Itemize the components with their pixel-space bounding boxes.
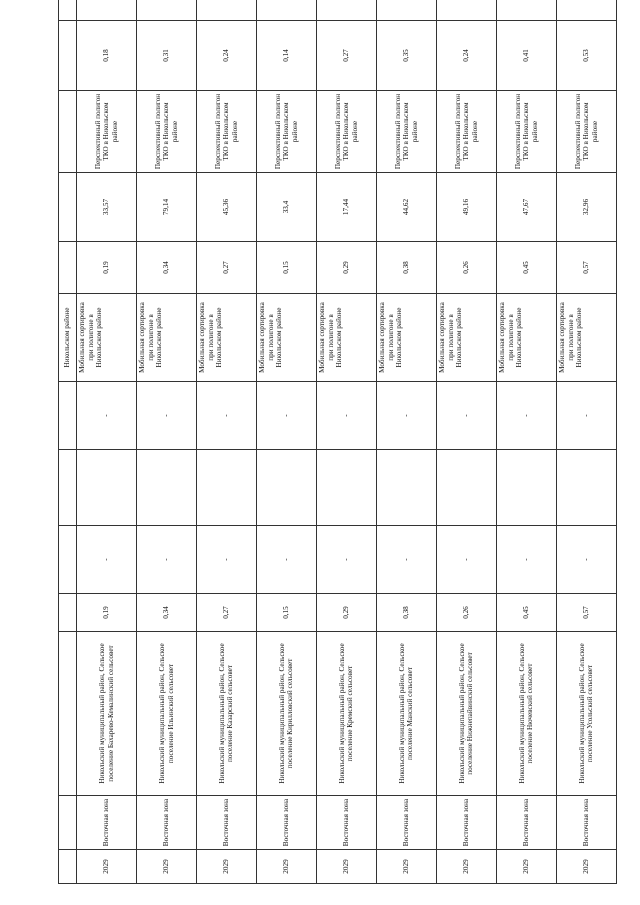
year-cell: 2029 xyxy=(376,850,436,884)
carried-over-cell xyxy=(59,382,77,450)
carried-over-cell xyxy=(59,0,77,21)
empty-cell xyxy=(496,450,556,526)
territory-cell: Никольский муниципальный район, Сельское поселение Кремский сельсовет xyxy=(316,632,376,796)
territory-cell: Никольский муниципальный район, Сельское поселение Кирилловский сельсовет xyxy=(256,632,316,796)
remainder-cell xyxy=(316,0,376,21)
capacity-cell: 0,19 xyxy=(77,242,137,294)
territory-cell: Никольский муниципальный район, Сельское поселение Манский сельсовет xyxy=(376,632,436,796)
dash-cell-3: - xyxy=(137,382,197,450)
dash-cell-3: - xyxy=(256,382,316,450)
table-row xyxy=(316,0,376,884)
remainder-cell xyxy=(77,0,137,21)
zone-cell: Восточная зона xyxy=(197,796,257,850)
remainder-cell xyxy=(137,0,197,21)
dash-cell-3: - xyxy=(77,382,137,450)
dash-cell-1: - xyxy=(77,526,137,594)
carried-over-cell xyxy=(59,796,77,850)
dash-cell-3: - xyxy=(316,382,376,450)
table-row xyxy=(556,0,616,884)
distance-cell: 17,44 xyxy=(316,173,376,242)
distance-cell: 49,16 xyxy=(436,173,496,242)
dash-cell-3: - xyxy=(496,382,556,450)
dash-cell-3: - xyxy=(556,382,616,450)
capacity-cell: 0,38 xyxy=(376,242,436,294)
waste-direction-cell: Перспективный полигон ТКО в Никольском районе xyxy=(316,91,376,173)
carried-over-cell xyxy=(59,21,77,91)
year-cell: 2029 xyxy=(436,850,496,884)
waste-routing-table xyxy=(58,0,617,884)
capacity-cell: 0,15 xyxy=(256,242,316,294)
solution-name-cell: Мобильная сортировка при полигоне в Никольском районе xyxy=(436,294,496,382)
distance-cell: 79,14 xyxy=(137,173,197,242)
value-a-cell: 0,38 xyxy=(376,594,436,632)
value-a-cell: 0,45 xyxy=(496,594,556,632)
year-cell: 2029 xyxy=(137,850,197,884)
carried-over-row xyxy=(59,0,77,884)
table-row xyxy=(436,0,496,884)
table-rotated-wrapper xyxy=(58,15,617,884)
solution-name-cell: Мобильная сортировка при полигоне в Никольском районе xyxy=(496,294,556,382)
remainder-cell xyxy=(556,0,616,21)
empty-cell xyxy=(256,450,316,526)
carried-over-cell xyxy=(59,632,77,796)
solution-name-cell: Мобильная сортировка при полигоне в Никольском районе xyxy=(376,294,436,382)
table-row xyxy=(496,0,556,884)
empty-cell xyxy=(197,450,257,526)
value-a-cell: 0,27 xyxy=(197,594,257,632)
zone-cell: Восточная зона xyxy=(77,796,137,850)
capacity-cell: 0,57 xyxy=(556,242,616,294)
value-a-cell: 0,15 xyxy=(256,594,316,632)
value-a-cell: 0,29 xyxy=(316,594,376,632)
remainder-cell xyxy=(436,0,496,21)
remainder-cell xyxy=(197,0,257,21)
distance-cell: 33,4 xyxy=(256,173,316,242)
carried-over-cell xyxy=(59,850,77,884)
empty-cell xyxy=(77,450,137,526)
waste-direction-cell: Перспективный полигон ТКО в Никольском районе xyxy=(496,91,556,173)
zone-cell: Восточная зона xyxy=(436,796,496,850)
waste-direction-cell: Перспективный полигон ТКО в Никольском районе xyxy=(376,91,436,173)
flow-cell: 0,35 xyxy=(376,21,436,91)
distance-cell: 44,62 xyxy=(376,173,436,242)
dash-cell-3: - xyxy=(376,382,436,450)
territory-cell: Никольский муниципальный район, Сельское поселение Ильинский сельсовет xyxy=(137,632,197,796)
empty-cell xyxy=(137,450,197,526)
capacity-cell: 0,29 xyxy=(316,242,376,294)
flow-cell: 0,27 xyxy=(316,21,376,91)
dash-cell-1: - xyxy=(496,526,556,594)
dash-cell-1: - xyxy=(316,526,376,594)
carried-over-cell xyxy=(59,91,77,173)
waste-direction-cell: Перспективный полигон ТКО в Никольском районе xyxy=(436,91,496,173)
zone-cell: Восточная зона xyxy=(316,796,376,850)
solution-name-cell: Мобильная сортировка при полигоне в Никольском районе xyxy=(77,294,137,382)
value-a-cell: 0,19 xyxy=(77,594,137,632)
distance-cell: 32,96 xyxy=(556,173,616,242)
capacity-cell: 0,34 xyxy=(137,242,197,294)
table-row xyxy=(137,0,197,884)
remainder-cell xyxy=(376,0,436,21)
waste-direction-cell: Перспективный полигон ТКО в Никольском районе xyxy=(197,91,257,173)
table-row xyxy=(256,0,316,884)
dash-cell-1: - xyxy=(137,526,197,594)
dash-cell-1: - xyxy=(376,526,436,594)
flow-cell: 0,41 xyxy=(496,21,556,91)
year-cell: 2029 xyxy=(197,850,257,884)
dash-cell-1: - xyxy=(556,526,616,594)
territory-cell: Никольский муниципальный район, Сельское поселение Нючевский сельсовет xyxy=(496,632,556,796)
table-row xyxy=(77,0,137,884)
empty-cell xyxy=(316,450,376,526)
waste-direction-cell: Перспективный полигон ТКО в Никольском районе xyxy=(77,91,137,173)
distance-cell: 47,67 xyxy=(496,173,556,242)
flow-cell: 0,53 xyxy=(556,21,616,91)
flow-cell: 0,31 xyxy=(137,21,197,91)
zone-cell: Восточная зона xyxy=(137,796,197,850)
year-cell: 2029 xyxy=(256,850,316,884)
zone-cell: Восточная зона xyxy=(256,796,316,850)
solution-name-cell: Мобильная сортировка при полигоне в Никольском районе xyxy=(197,294,257,382)
year-cell: 2029 xyxy=(77,850,137,884)
waste-direction-cell: Перспективный полигон ТКО в Никольском районе xyxy=(256,91,316,173)
year-cell: 2029 xyxy=(496,850,556,884)
distance-cell: 33,57 xyxy=(77,173,137,242)
flow-cell: 0,18 xyxy=(77,21,137,91)
remainder-cell xyxy=(256,0,316,21)
territory-cell: Никольский муниципальный район, Сельское поселение Нижнепайвинский сельсовет xyxy=(436,632,496,796)
carried-over-cell xyxy=(59,450,77,526)
waste-direction-cell: Перспективный полигон ТКО в Никольском районе xyxy=(556,91,616,173)
solution-name-cell: Мобильная сортировка при полигоне в Никольском районе xyxy=(316,294,376,382)
capacity-cell: 0,26 xyxy=(436,242,496,294)
capacity-cell: 0,27 xyxy=(197,242,257,294)
remainder-cell xyxy=(496,0,556,21)
solution-name-cell: Мобильная сортировка при полигоне в Никольском районе xyxy=(556,294,616,382)
carried-over-text: Никольском районе xyxy=(59,294,77,382)
carried-over-cell xyxy=(59,173,77,242)
table-row xyxy=(376,0,436,884)
value-a-cell: 0,26 xyxy=(436,594,496,632)
empty-cell xyxy=(436,450,496,526)
solution-name-cell: Мобильная сортировка при полигоне в Никольском районе xyxy=(256,294,316,382)
dash-cell-3: - xyxy=(197,382,257,450)
zone-cell: Восточная зона xyxy=(556,796,616,850)
empty-cell xyxy=(556,450,616,526)
dash-cell-3: - xyxy=(436,382,496,450)
capacity-cell: 0,45 xyxy=(496,242,556,294)
value-a-cell: 0,34 xyxy=(137,594,197,632)
carried-over-cell xyxy=(59,594,77,632)
territory-cell: Никольский муниципальный район, Сельское поселение Бахарево-Кемалинский сельсовет xyxy=(77,632,137,796)
year-cell: 2029 xyxy=(556,850,616,884)
dash-cell-1: - xyxy=(197,526,257,594)
year-cell: 2029 xyxy=(316,850,376,884)
territory-cell: Никольский муниципальный район, Сельское поселение Казарский сельсовет xyxy=(197,632,257,796)
empty-cell xyxy=(376,450,436,526)
territory-cell: Никольский муниципальный район, Сельское поселение Усольский сельсовет xyxy=(556,632,616,796)
value-a-cell: 0,57 xyxy=(556,594,616,632)
dash-cell-1: - xyxy=(256,526,316,594)
table-row xyxy=(197,0,257,884)
dash-cell-1: - xyxy=(436,526,496,594)
waste-direction-cell: Перспективный полигон ТКО в Никольском районе xyxy=(137,91,197,173)
zone-cell: Восточная зона xyxy=(376,796,436,850)
flow-cell: 0,24 xyxy=(197,21,257,91)
solution-name-cell: Мобильная сортировка при полигоне в Никольском районе xyxy=(137,294,197,382)
carried-over-cell xyxy=(59,242,77,294)
carried-over-cell xyxy=(59,526,77,594)
distance-cell: 45,36 xyxy=(197,173,257,242)
flow-cell: 0,14 xyxy=(256,21,316,91)
flow-cell: 0,24 xyxy=(436,21,496,91)
zone-cell: Восточная зона xyxy=(496,796,556,850)
